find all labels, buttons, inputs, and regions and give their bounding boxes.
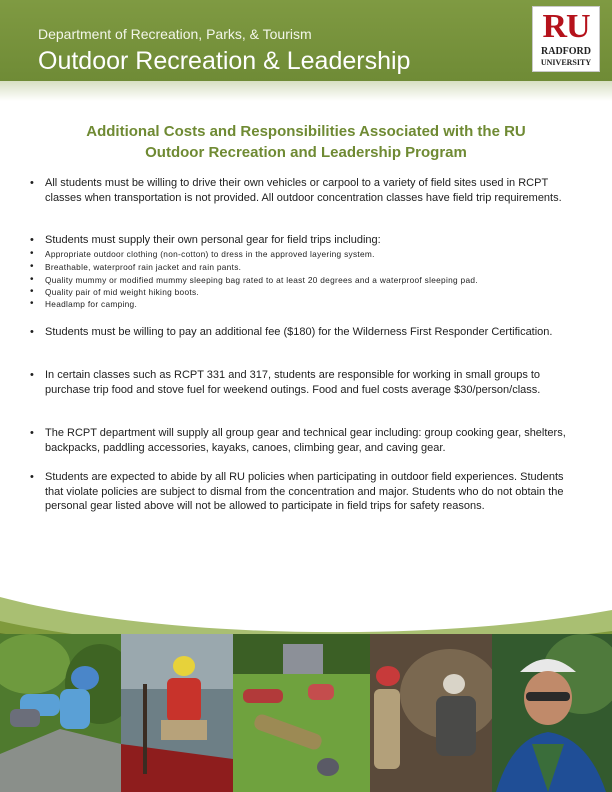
photo-field-group [233,634,370,792]
gear-item-sleeping-bag: • Quality mummy or modified mummy sleeping bag rated to at least 20 degrees and a waterproof sleeping pad. [45,274,575,286]
photo-rock-climbing [0,634,121,792]
photo-instructor [492,634,612,792]
bullet-group-gear: • The RCPT department will supply all group gear and technical gear including: group cooking gear, shelters, backpacks, paddling accessories, kayaks, canoes, climbing gear, and caving gear. [45,426,575,455]
gear-item-rain-gear: • Breathable, waterproof rain jacket and rain pants. [45,261,575,273]
radford-logo [532,6,600,72]
gear-item-headlamp: • Headlamp for camping. [45,298,575,310]
page-title: Outdoor Recreation & Leadership [38,47,411,75]
photo-canoeing [121,634,233,792]
heading-line-1: Additional Costs and Responsibilities Associated with the RU [86,123,526,140]
heading-line-2: Outdoor Recreation and Leadership Program [145,144,467,161]
gear-item-boots: • Quality pair of mid weight hiking boots. [45,286,575,298]
bullet-food-costs: • In certain classes such as RCPT 331 and 317, students are responsible for working in small groups to purchase trip food and stove fuel for weekend outings. Food and fuel costs average $30/person/class. [45,368,575,397]
bullet-personal-gear: • Students must supply their own personal gear for field trips including: [45,233,575,248]
bullet-transportation: • All students must be willing to drive their own vehicles or carpool to a variety of field sites used in RCPT classes when transportation is not provided. All outdoor concentration classes have field trip requirements. [45,176,575,205]
logo-mark: RU [542,8,590,45]
bullet-policies: • Students are expected to abide by all RU policies when participating in outdoor field experiences. Students that violate policies are subject to dismal from the concentration and major. Students who do not obtain the personal gear listed above will not be allowed to participate in field trips for safety reasons. [45,470,575,514]
header-banner [0,0,612,81]
logo-line-1: RADFORD [541,46,591,57]
gear-item-clothing: • Appropriate outdoor clothing (non-cotton) to dress in the approved layering system. [45,248,575,260]
bullet-wfr-fee: • Students must be willing to pay an additional fee ($180) for the Wilderness First Responder Certification. [45,325,575,340]
photo-caving [370,634,492,792]
document-heading [30,121,582,163]
logo-line-2: UNIVERSITY [540,58,592,67]
header-fade-band [0,81,612,101]
department-name: Department of Recreation, Parks, & Tourism [38,26,312,42]
